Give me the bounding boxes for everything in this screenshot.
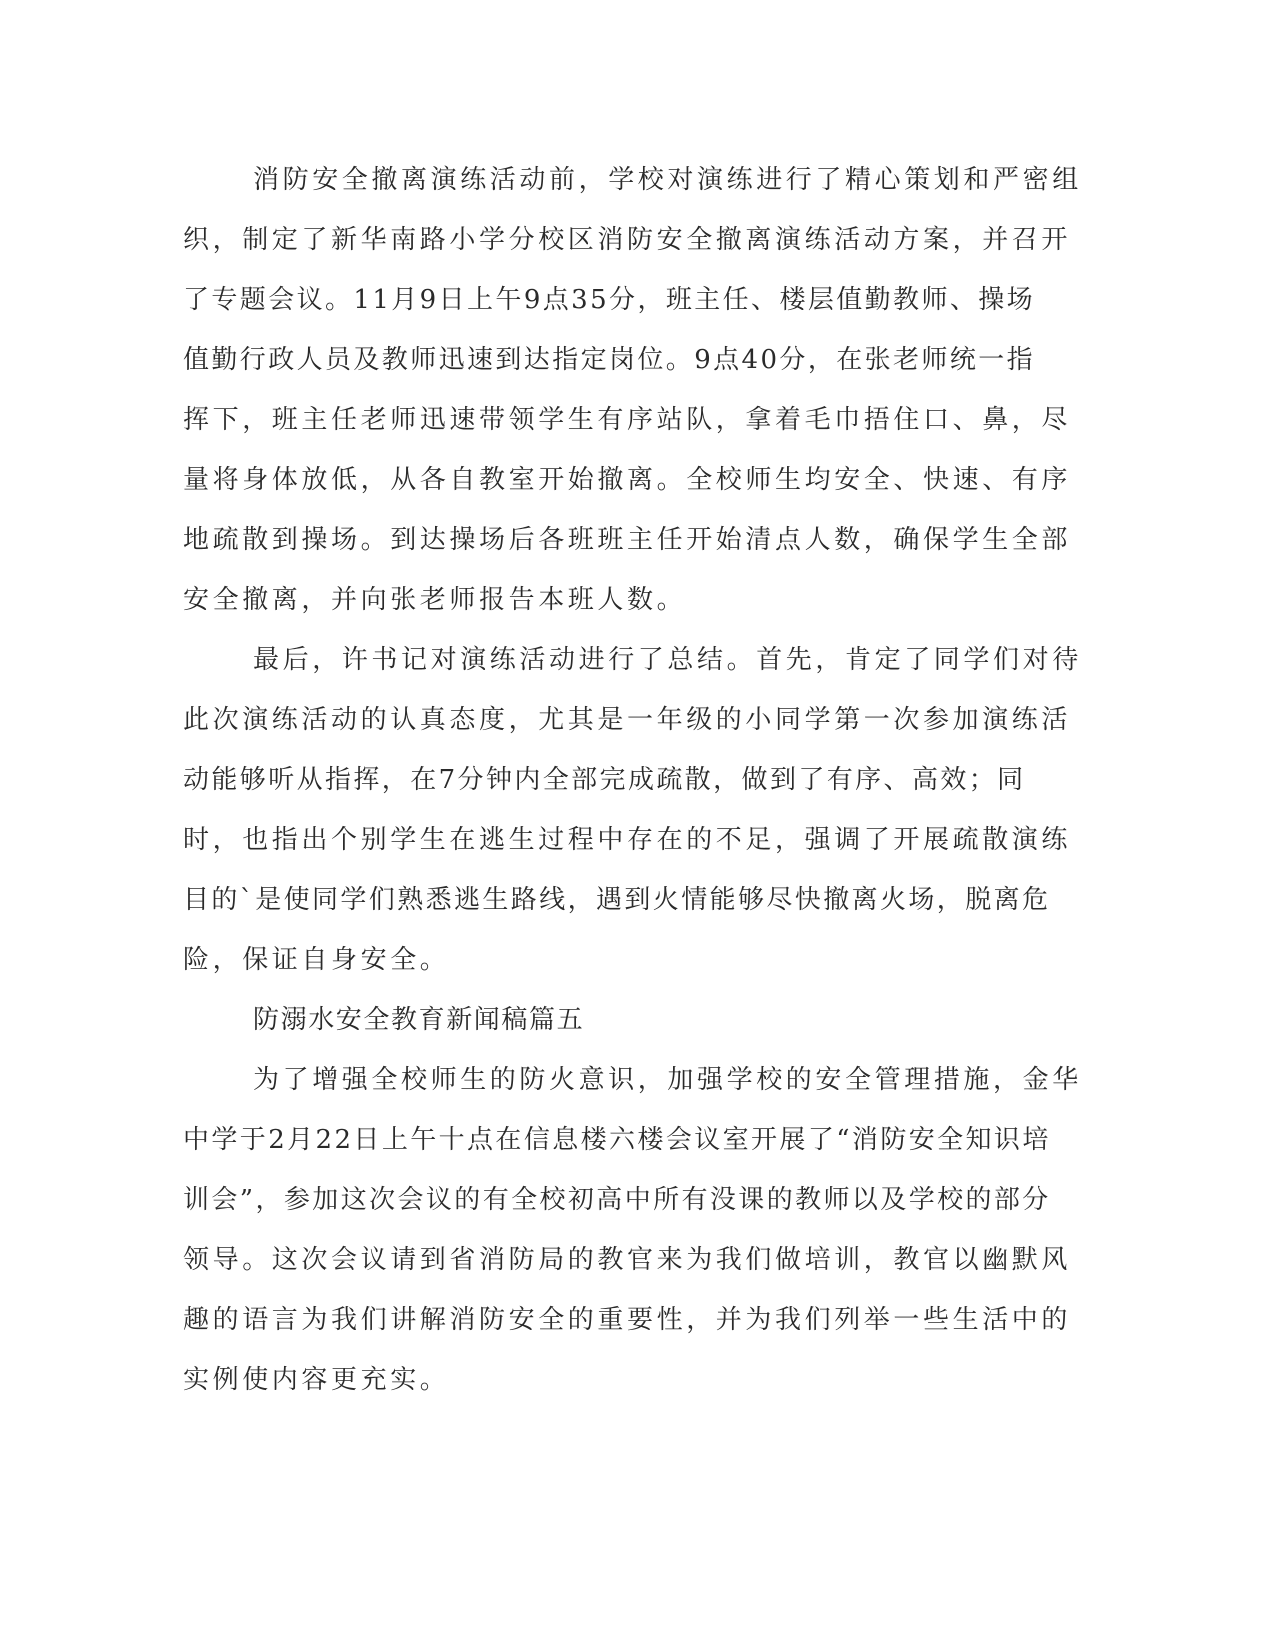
text-line: 挥下，班主任老师迅速带领学生有序站队，拿着毛巾捂住口、鼻，尽 [183, 405, 1072, 435]
paragraph-fire-training [183, 1050, 1082, 1410]
text-line: 险，保证自身安全。 [183, 945, 450, 975]
text-line: 了专题会议。11月9日上午9点35分，班主任、楼层值勤教师、操场 [183, 285, 1036, 315]
text-line: 趣的语言为我们讲解消防安全的重要性，并为我们列举一些生活中的 [183, 1305, 1072, 1335]
document-body [183, 150, 1082, 1410]
text-line: 领导。这次会议请到省消防局的教官来为我们做培训，教官以幽默风 [183, 1245, 1072, 1275]
text-line: 中学于2月22日上午十点在信息楼六楼会议室开展了“消防安全知识培 [183, 1125, 1051, 1155]
text-line: 地疏散到操场。到达操场后各班班主任开始清点人数，确保学生全部 [183, 525, 1072, 555]
text-line: 织，制定了新华南路小学分校区消防安全撤离演练活动方案，并召开 [183, 225, 1072, 255]
text-line: 最后，许书记对演练活动进行了总结。首先，肯定了同学们对待 [253, 645, 1082, 675]
paragraph-drill-summary [183, 630, 1082, 990]
text-line: 训会”，参加这次会议的有全校初高中所有没课的教师以及学校的部分 [183, 1185, 1051, 1215]
section-heading [183, 990, 1043, 1050]
text-line: 值勤行政人员及教师迅速到达指定岗位。9点40分，在张老师统一指 [183, 345, 1036, 375]
text-line: 时，也指出个别学生在逃生过程中存在的不足，强调了开展疏散演练 [183, 825, 1072, 855]
text-line: 为了增强全校师生的防火意识，加强学校的安全管理措施，金华 [253, 1065, 1082, 1095]
section-heading-text: 防溺水安全教育新闻稿篇五 [253, 1005, 585, 1035]
text-line: 动能够听从指挥，在7分钟内全部完成疏散，做到了有序、高效；同 [183, 765, 1026, 795]
text-line: 此次演练活动的认真态度，尤其是一年级的小同学第一次参加演练活 [183, 705, 1072, 735]
text-line: 安全撤离，并向张老师报告本班人数。 [183, 585, 687, 615]
paragraph-drill-preparation [183, 150, 1082, 630]
text-line: 消防安全撤离演练活动前，学校对演练进行了精心策划和严密组 [253, 165, 1082, 195]
text-line: 量将身体放低，从各自教室开始撤离。全校师生均安全、快速、有序 [183, 465, 1072, 495]
text-line: 目的`是使同学们熟悉逃生路线，遇到火情能够尽快撤离火场，脱离危 [183, 885, 1051, 915]
text-line: 实例使内容更充实。 [183, 1365, 450, 1395]
